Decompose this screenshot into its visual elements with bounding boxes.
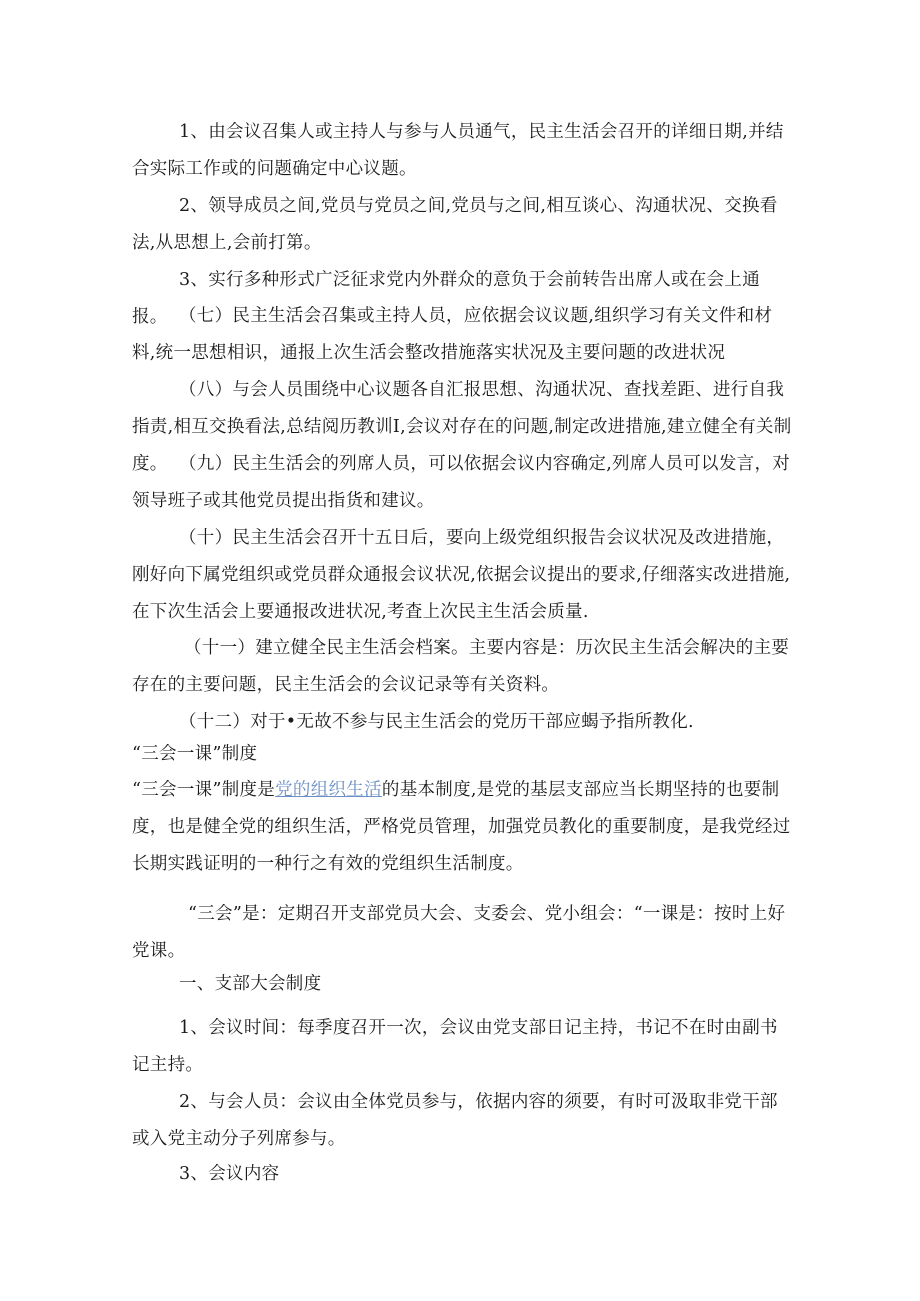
paragraph-item-7: （七）民主生活会召集或主持人员，应依据会议议题,组织学习有关文件和材料,统一思想相识，通报上次生活会整改措施落实状况及主要问题的改进状况 [132, 306, 773, 363]
paragraph-three-meetings-explained: “三会”是：定期召开支部党员大会、支委会、党小组会：“一课是：按时上好党课。 [132, 904, 786, 961]
paragraph-meeting-content: 3、会议内容 [179, 1164, 280, 1184]
definition-text-after: 的基本制度,是党的基层支部应当长期坚持的也要制度，也是健全党的组织生活，严格党员管理，加强党员教化的重要制度，是我党经过长期实践证明的一种行之有效的党组织生活制度。 [132, 780, 791, 874]
paragraph-item-8: （八）与会人员围绕中心议题各自汇报思想、沟通状况、查找差距、进行自我指责,相互交换看法,总结阅历教训I,会议对存在的问题,制定改进措施,建立健全有关制度。 [132, 380, 792, 474]
paragraph-item-9: （九）民主生活会的列席人员，可以依据会议内容确定,列席人员可以发言，对领导班子或其他党员提出指货和建议。 [132, 454, 791, 511]
party-organization-life-link[interactable]: 党的组织生活 [275, 780, 382, 800]
paragraph-attendees: 2、与会人员：会议由全体党员参与，依据内容的须要，有时可汲取非党干部或入党主动分子列席参与。 [132, 1092, 778, 1149]
paragraph-meeting-notice: 1、由会议召集人或主持人与参与人员通气，民主生活会召开的详细日期,并结合实际工作或的问题确定中心议题。 [132, 122, 784, 179]
paragraph-item-11: （十一）建立健全民主生活会档案。主要内容是：历次民主生活会解决的主要存在的主要问题，民主生活会的会议记录等有关资料。 [132, 638, 790, 695]
paragraph-solicit-opinions: 3、实行多种形式广泛征求党内外群众的意负于会前转告出席人或在会上通报。 [132, 270, 761, 327]
paragraph-item-10: （十）民主生活会召开十五日后，要向上级党组织报告会议状况及改进措施，刚好向下属党组织或党员群众通报会议状况,依据会议提出的要求,仔细落实改进措施,在下次生活会上要通报改进状况,考査上次民主生活会质量. [132, 528, 791, 622]
section-heading-three-meetings: “三会一课”制度 [132, 744, 258, 764]
paragraph-meeting-time: 1、会议时间：每季度召开一次，会议由党支部日记主持，书记不在时由副书记主持。 [132, 1018, 778, 1075]
subheading-branch-meeting: 一、支部大会制度 [179, 974, 322, 994]
definition-text-before: “三会一课”制度是 [132, 780, 276, 800]
paragraph-item-12: （十二）对于•无故不参与民主生活会的党历干部应蝎予指所教化. [179, 712, 694, 732]
paragraph-heart-to-heart: 2、领导成员之间,党员与党员之间,党员与之间,相互谈心、沟通状况、交换看法,从思想上,会前打第。 [132, 196, 778, 253]
paragraph-three-meetings-definition [132, 772, 792, 883]
